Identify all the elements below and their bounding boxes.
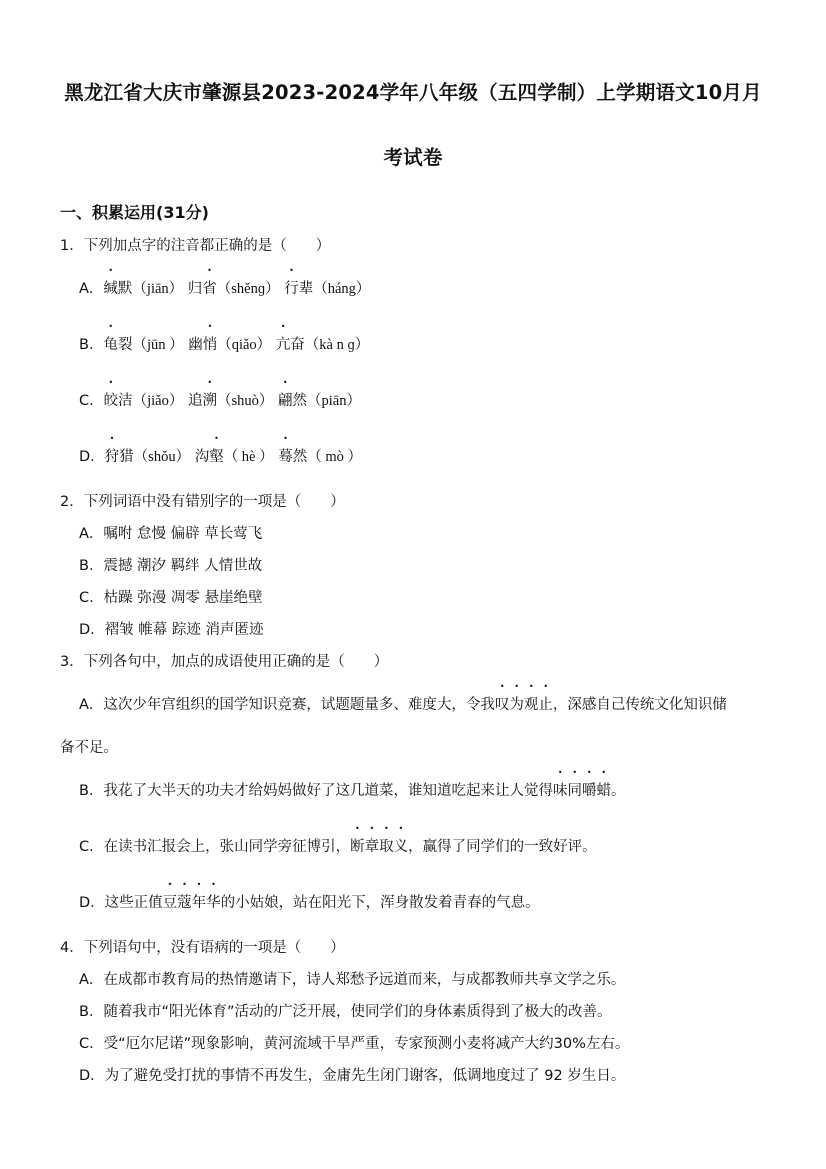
q3-stem: 3．下列各句中，加点的成语使用正确的是（ ） <box>60 654 389 670</box>
dotted-char: 同 <box>567 783 582 799</box>
q1-option-label: A． <box>79 281 104 297</box>
q1-word <box>188 393 273 409</box>
dotted-char: 为 <box>509 697 524 713</box>
q3-d-post: 的小姑娘，站在阳光下，浑身散发着青春的气息。 <box>220 895 540 911</box>
pinyin: （jūn ） <box>132 337 184 353</box>
q1-word <box>104 393 184 409</box>
dotted-char: 叹 <box>494 697 510 713</box>
q1-option-label: D． <box>79 449 105 465</box>
dotted-char: 断 <box>350 839 365 855</box>
q3-b-pre: B．我花了大半天的功夫才给妈妈做好了这几道菜，谁知道吃起来让人觉得 <box>79 783 553 799</box>
dotted-char: 龟 <box>103 337 118 353</box>
q2-stem: 2．下列词语中没有错别字的一项是（ ） <box>60 494 345 510</box>
q3-c-dotted <box>350 839 408 855</box>
pinyin: （shǒu） <box>133 449 191 465</box>
word-suffix: 默 <box>117 281 133 297</box>
pinyin: （kà n ɡ） <box>304 337 370 353</box>
dotted-char: 省 <box>202 281 217 297</box>
word-prefix: 沟 <box>194 449 210 465</box>
dotted-char: 止 <box>538 697 553 713</box>
dotted-char: 义 <box>393 839 409 855</box>
dotted-char: 皎 <box>103 393 119 409</box>
dotted-char: 蔻 <box>177 895 192 911</box>
q3-b-post: 。 <box>610 783 626 799</box>
dotted-char: 缄 <box>103 281 118 297</box>
word-suffix: 辈 <box>298 281 314 297</box>
q3-d-pre: D．这些正值 <box>79 895 163 911</box>
q1-option-a <box>79 277 370 298</box>
q1-option-d <box>79 445 362 466</box>
pinyin: （ mò ） <box>307 449 363 465</box>
q4-option-b: B．随着我市“阳光体育”活动的广泛开展，使同学们的身体素质得到了极大的改善。 <box>79 1004 612 1020</box>
q4-option-c: C．受“厄尔尼诺”现象影响，黄河流域干旱严重，专家预测小麦将减产大约30%左右。 <box>79 1036 630 1052</box>
q1-word <box>188 337 271 353</box>
dotted-char: 行 <box>284 281 299 297</box>
q1-word <box>284 281 370 297</box>
pinyin: （shuò） <box>216 393 274 409</box>
pinyin: （ hè ） <box>223 449 274 465</box>
q3-a-dotted <box>495 697 553 713</box>
dotted-char: 蜡 <box>596 783 611 799</box>
q1-word <box>105 449 190 465</box>
q3-option-b <box>79 779 625 800</box>
word-suffix: 洁 <box>118 393 133 409</box>
dotted-char: 狩 <box>104 449 120 465</box>
q1-stem: 1．下列加点字的注音都正确的是（ ） <box>60 238 331 254</box>
pinyin: （shěnɡ） <box>216 281 280 297</box>
q3-d-dotted <box>163 895 221 911</box>
q4-option-d: D．为了避免受打扰的事情不再发生，金庸先生闭门谢客，低调地度过了 92 岁生日。 <box>79 1068 626 1084</box>
q1-word <box>278 393 361 409</box>
q3-option-a-cont: 备不足。 <box>60 740 118 756</box>
q3-option-c <box>79 835 597 856</box>
q1-option-b <box>79 333 369 354</box>
dotted-char: 取 <box>379 839 394 855</box>
dotted-char: 豆 <box>162 895 178 911</box>
q1-word <box>195 449 274 465</box>
doc-title-line2: 考试卷 <box>383 146 443 169</box>
section-heading: 一、积累运用(31分) <box>60 203 209 222</box>
q1-option-label: B． <box>79 337 104 353</box>
q2-option-d: D．褶皱 帷幕 踪迹 消声匿迹 <box>79 622 264 638</box>
dotted-char: 翩 <box>278 393 293 409</box>
dotted-char: 溯 <box>202 393 217 409</box>
q1-word <box>103 337 183 353</box>
word-suffix: 然 <box>292 393 307 409</box>
q2-option-b: B．震撼 潮汐 羁绊 人情世故 <box>79 558 263 574</box>
pinyin: （jiǎo） <box>132 393 184 409</box>
word-prefix: 归 <box>187 281 203 297</box>
q2-option-c: C．枯躁 弥漫 凋零 悬崖绝壁 <box>79 590 263 606</box>
q3-a-pre: A．这次少年宫组织的国学知识竞赛，试题题量多、难度大，令我 <box>79 697 495 713</box>
q1-word <box>103 281 183 297</box>
word-prefix: 幽 <box>188 337 203 353</box>
q2-option-a: A．嘱咐 怠慢 偏辟 草长莺飞 <box>79 526 263 542</box>
word-suffix: 猎 <box>119 449 134 465</box>
dotted-char: 观 <box>523 697 539 713</box>
dotted-char: 华 <box>206 895 221 911</box>
dotted-char: 味 <box>552 783 568 799</box>
q1-option-label: C． <box>79 393 104 409</box>
q4-stem: 4．下列语句中，没有语病的一项是（ ） <box>60 940 345 956</box>
pinyin: （háng） <box>313 281 371 297</box>
q1-word <box>278 449 362 465</box>
pinyin: （jiān） <box>132 281 184 297</box>
pinyin: （qiǎo） <box>217 337 272 353</box>
dotted-char: 章 <box>364 839 380 855</box>
q3-c-pre: C．在读书汇报会上，张山同学旁征博引， <box>79 839 351 855</box>
q1-option-c <box>79 389 361 410</box>
q3-option-d <box>79 891 540 912</box>
q4-option-a: A．在成都市教育局的热情邀请下，诗人郑愁予远道而来，与成都教师共享文学之乐。 <box>79 972 626 988</box>
q3-b-dotted <box>553 783 611 799</box>
q3-a-post: ，深感自己传统文化知识储 <box>552 697 727 713</box>
dotted-char: 悄 <box>202 337 218 353</box>
dotted-char: 壑 <box>209 449 224 465</box>
dotted-char: 嚼 <box>581 783 597 799</box>
q1-word <box>188 281 280 297</box>
doc-title-line1: 黑龙江省大庆市肇源县2023-2024学年八年级（五四学制）上学期语文10月月 <box>64 81 762 104</box>
q3-option-a <box>79 693 727 714</box>
dotted-char: 亢 <box>275 337 291 353</box>
dotted-char: 年 <box>191 895 207 911</box>
word-suffix: 然 <box>292 449 308 465</box>
dotted-char: 蓦 <box>278 449 293 465</box>
pinyin: （piān） <box>307 393 361 409</box>
word-suffix: 奋 <box>290 337 305 353</box>
word-prefix: 追 <box>187 393 203 409</box>
q1-word <box>276 337 369 353</box>
word-suffix: 裂 <box>117 337 133 353</box>
q3-c-post: ，赢得了同学们的一致好评。 <box>408 839 597 855</box>
